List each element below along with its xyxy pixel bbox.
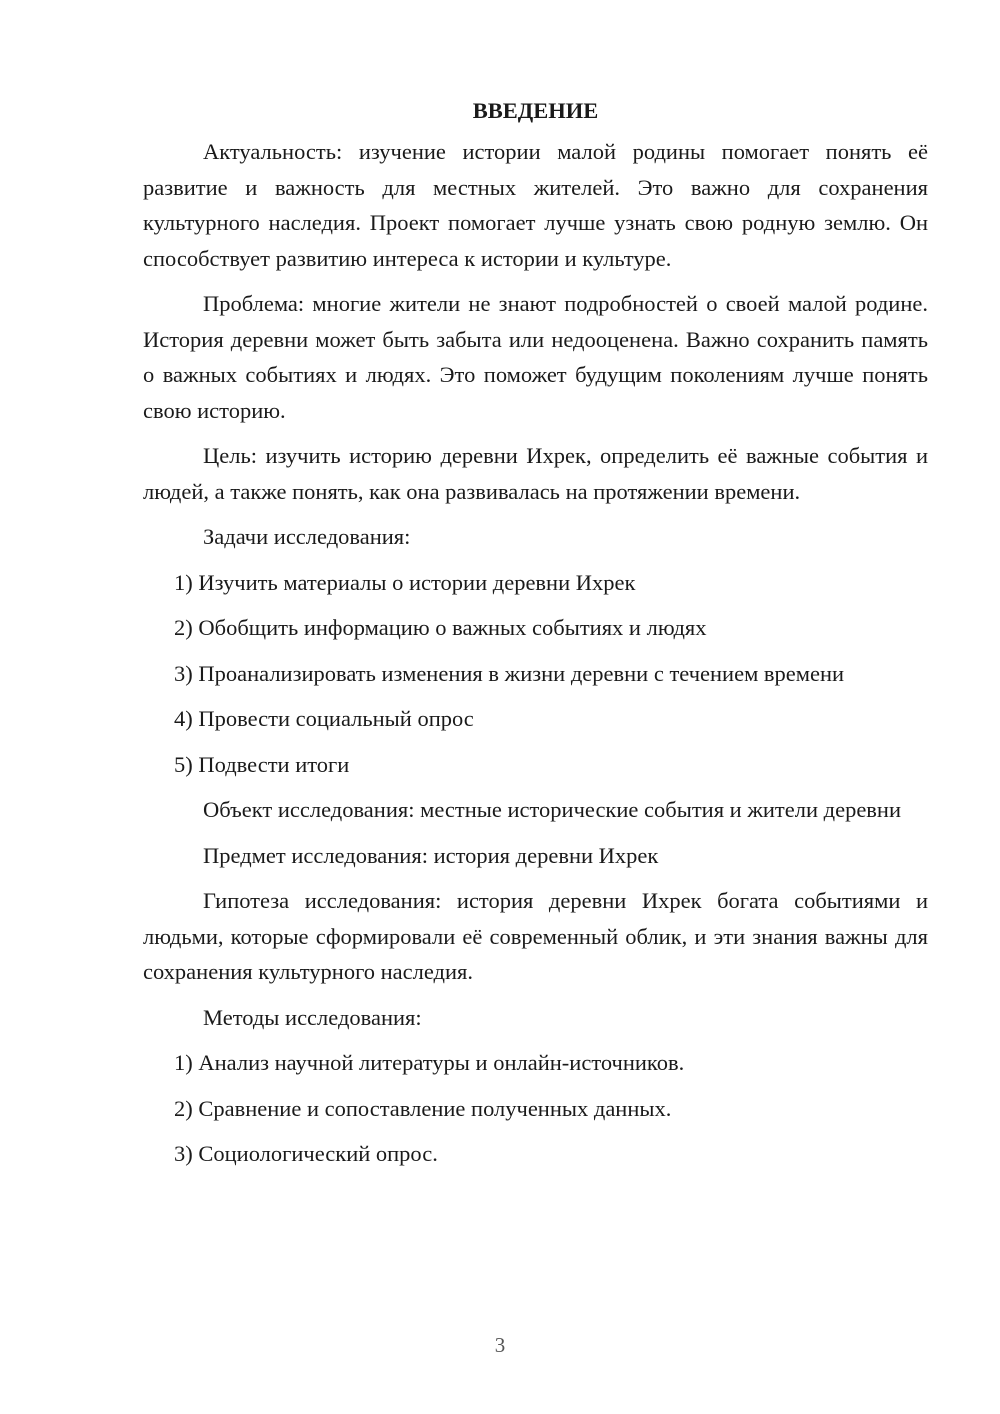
list-item: 1) Изучить материалы о истории деревни Ихрек bbox=[174, 569, 636, 595]
list-item: 2) Сравнение и сопоставление полученных данных. bbox=[174, 1095, 672, 1121]
tasks-heading: Задачи исследования: bbox=[203, 524, 411, 549]
list-item: 3) Социологический опрос. bbox=[174, 1141, 438, 1166]
page-number: 3 bbox=[494, 1333, 506, 1357]
hypothesis-paragraph: Гипотеза исследования: история деревни Ихрек богата событиями и людьми, которые сформировали её современный облик, и эти знания важны для сохранения культурного наследия. bbox=[143, 888, 928, 984]
methods-heading: Методы исследования: bbox=[203, 1004, 422, 1030]
problem-paragraph: Проблема: многие жители не знают подробностей о своей малой родине. История деревни может быть забыта или недооценена. Важно сохранить память о важных событиях и людях. Это поможет будущим поколениям лучше понять свою историю. bbox=[143, 291, 928, 423]
list-item: 1) Анализ научной литературы и онлайн-источников. bbox=[174, 1050, 685, 1075]
methods-list bbox=[143, 1045, 928, 1172]
subject-paragraph: Предмет исследования: история деревни Ихрек bbox=[203, 842, 659, 868]
section-title: ВВЕДЕНИЕ bbox=[472, 98, 599, 123]
list-item: 2) Обобщить информацию о важных событиях и людях bbox=[174, 615, 707, 640]
list-item: 5) Подвести итоги bbox=[174, 751, 350, 777]
list-item: 3) Проанализировать изменения в жизни деревни с течением времени bbox=[174, 660, 845, 686]
relevance-paragraph: Актуальность: изучение истории малой родины помогает понять её развитие и важность для местных жителей. Это важно для сохранения культурного наследия. Проект помогает лучше узнать свою родную землю. Он способствует развитию интереса к истории и культуре. bbox=[143, 139, 928, 271]
object-paragraph: Объект исследования: местные исторические события и жители деревни bbox=[203, 797, 902, 822]
tasks-list bbox=[143, 565, 928, 783]
list-item: 4) Провести социальный опрос bbox=[174, 706, 474, 731]
document-page bbox=[143, 96, 928, 1182]
goal-paragraph: Цель: изучить историю деревни Ихрек, определить её важные события и людей, а также понять, как она развивалась на протяжении времени. bbox=[143, 443, 928, 504]
